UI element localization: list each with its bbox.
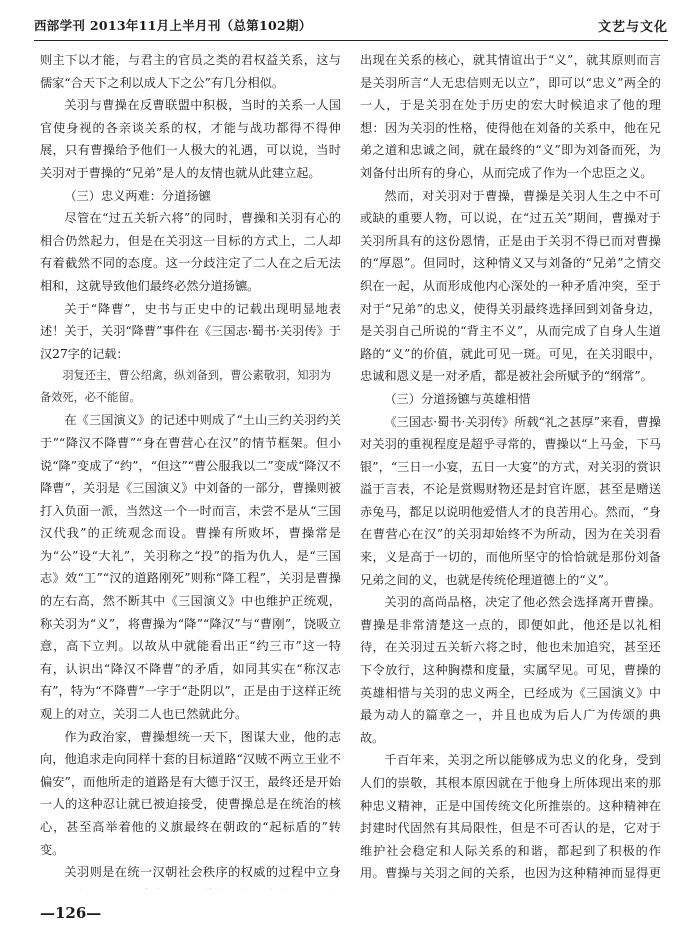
paragraph: 然而，对关羽对于曹操，曹操是关羽人生之中不可或缺的重要人物，可以说，在“过五关”期间，曹操对于关羽所具有的这份恩情，正是由于关羽不得已而对曹操的“厚恩”。但同时，这种情义又与刘备的“兄弟”之情交织在一起，从而形成他内心深处的一种矛盾冲突，至于对于“兄弟”的忠义，使得关羽最终选择回到刘备身边，是关羽自己所说的“背主不义”，从而完成了自身人生道路的“义”的价值，就此可见一斑。可见，在关羽眼中，忠诚和恩义是一对矛盾，都是被社会所赋予的“纲常”。 bbox=[360, 188, 661, 384]
subsection-heading: （三）忠义两难：分道扬镳 bbox=[64, 188, 211, 203]
paragraph: 在《三国演义》的记述中则成了“土山三约关羽约关于”“降汉不降曹”“身在曹营心在汉”的情节框架。但小说“降”变成了“约”，“但这”“曹公服我以二”变成“降汉不降曹”，关羽是《三国演义》中刘备的一部分，曹操则被打入负面一派，当然这一个一时而言，未尝不是从“三国汉代我”的正统观念而设。曹操有所败坏，曹操常是为“公”设“大礼”，关羽称之“投”的指为仇人，是“三国志》效“工”“汉的道路刚死”则称“降工程”，关羽是曹操的左右高，然不断其中《三国演义》中也维护正统观，称关羽为“义”，将曹操为“降”“降汉”与“曹刚”，饶吸立意，高下立判。以故从中就能看出正“约三市”这一特有，认识出“降汉不降曹”的矛盾，如同其实在“称汉志有”，特为“不降曹”一字于“赴阴以”，正是由于这样正统观上的对立，关羽二人也已然就此分。 bbox=[40, 413, 341, 722]
paragraph: 则主下以才能，与君主的官员之类的君权益关系，这与儒家“合天下之利以成人下之公”有几分相似。 bbox=[40, 53, 341, 90]
journal-title: 西部学刊 2013年11月上半月刊（总第102期） bbox=[34, 18, 312, 33]
paragraph: 出现在关系的核心，就其情谊出于“义”，就其原则而言是关羽所言“人无忠信则无以立”，即可以“忠义”两全的一人，于是关羽在处于历史的宏大时候追求了他的理想：因为关羽的性格，使得他在刘备的关系中，他在兄弟之道和忠诚之间，就在最终的“义”即为刘备而死，为刘备付出所有的身心，从而完成了作为一个忠臣之义。 bbox=[360, 53, 661, 180]
header-rule bbox=[34, 40, 668, 41]
paragraph: 尽管在“过五关斩六将”的同时，曹操和关羽有心的相合仍然起力，但是在关羽这一目标的方式上，二人却有着截然不同的态度。这一分歧注定了二人在之后无法相和，这就导致他们最终必然分道扬镳。 bbox=[40, 211, 341, 293]
paragraph: 《三国志·蜀书·关羽传》所载“礼之甚厚”来看，曹操对关羽的重视程度是超乎寻常的，曹操以“上马金，下马银”，“三日一小宴，五日一大宴”的方式，对关羽的赏识溢于言表，不论是赏赐财物还是封官许愿，甚至是赠送赤兔马，都足以说明他爱惜人才的良苦用心。然而，“身在曹营心在汉”的关羽却始终不为所动，因为在关羽看来，义是高于一切的，而他所坚守的恰恰就是那份刘备兄弟之间的义，也就是传统伦理道德上的“义”。 bbox=[360, 414, 661, 587]
subsection-heading: （三）分道扬镳与英雄相惜 bbox=[384, 391, 531, 406]
page-header bbox=[34, 16, 668, 36]
right-column bbox=[360, 49, 661, 889]
block-quote: 羽复还主，曹公绍禽，纵刘备到，曹公素敬羽，知羽为备效死，必不能留。 bbox=[40, 369, 331, 405]
paragraph: 关于“降曹”，史书与正史中的记载出现明显地表述！关于，关羽“降曹”事件在《三国志·蜀书·关羽传》于汉27字的记载： bbox=[40, 301, 341, 361]
paragraph: 千百年来，关羽之所以能够成为忠义的化身，受到人们的崇敬，其根本原因就在于他身上所体现出来的那种忠义精神，正是中国传统文化所推崇的。这种精神在封建时代固然有其局限性，但是不可否认的是，它对于维护社会稳定和人际关系的和谐，都起到了积极的作用。曹操与关羽之间的关系，也因为这种精神而显得更 bbox=[360, 753, 661, 881]
left-column bbox=[40, 49, 341, 889]
paragraph: 关羽的高尚品格，决定了他必然会选择离开曹操。曹操是非常清楚这一点的，即便如此，他还是以礼相待，在关羽过五关斩六将之时，他也未加追究，甚至还下令放行，这种胸襟和度量，实属罕见。可见，曹操的英雄相惜与关羽的忠义两全，已经成为《三国演义》中最为动人的篇章之一，并且也成为后人广为传颂的典故。 bbox=[360, 595, 661, 745]
paragraph: 关羽与曹操在反曹联盟中积极，当时的关系一人国官使身视的各亲谈关系的权，才能与战功都得不得伸展，只有曹操给予他们一人极大的礼遇，可以说，当时关羽对于曹操的“兄弟”是人的友情也就从此建立起。 bbox=[40, 98, 341, 180]
section-title: 文艺与文化 bbox=[597, 20, 668, 35]
paragraph: 关羽则是在统一汉朝社会秩序的权威的过程中立身 bbox=[64, 865, 341, 880]
page-number: —126— bbox=[40, 904, 102, 922]
paragraph: 作为政治家，曹操想统一天下，图谋大业，他的志向，他追求走向同样十套的目标道路“汉贼不两立王业不偏安”，而他所走的道路是有大德于汉王，最终还是开始一人的这种忍让就已被迫接受，使曹操总是在统治的核心，甚至高举着他的义旗最终在朝政的“起标盾的”转变。 bbox=[40, 729, 341, 857]
